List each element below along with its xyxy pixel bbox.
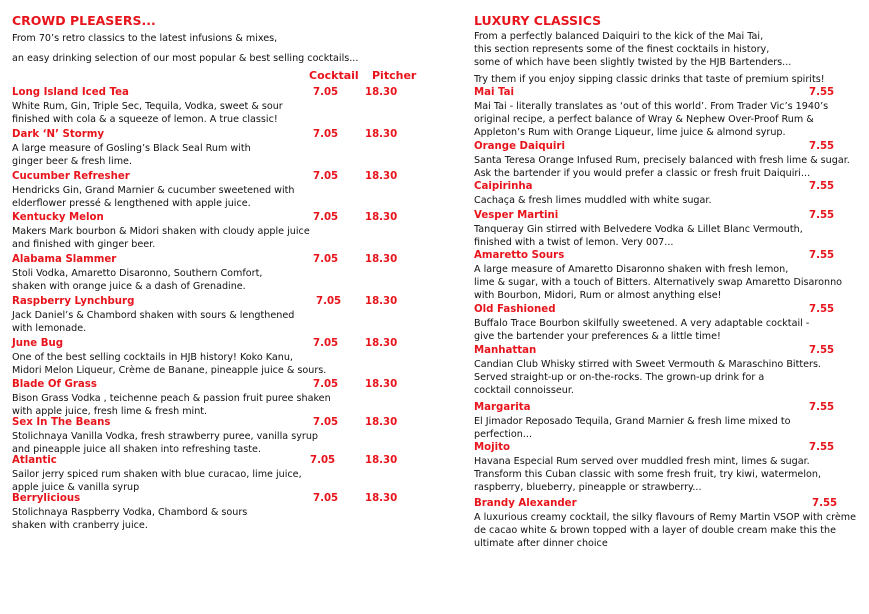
cocktail-price: 7.05 bbox=[313, 254, 339, 265]
item-name: June Bug bbox=[12, 338, 64, 349]
item-name: Brandy Alexander bbox=[474, 498, 577, 509]
item-description: Ask the bartender if you would prefer a classic or fresh fruit Daiquiri... bbox=[474, 168, 811, 179]
pitcher-price: 18.30 bbox=[365, 212, 398, 223]
cocktail-price: 7.05 bbox=[313, 87, 339, 98]
item-price: 7.55 bbox=[809, 402, 835, 413]
pitcher-price: 18.30 bbox=[365, 455, 398, 466]
item-description: and finished with ginger beer. bbox=[12, 239, 156, 250]
item-name: Vesper Martini bbox=[474, 210, 559, 221]
item-description: Served straight-up or on-the-rocks. The grown-up drink for a bbox=[474, 372, 765, 383]
item-description: A large measure of Amaretto Disaronno shaken with fresh lemon, bbox=[474, 264, 789, 275]
item-description: Tanqueray Gin stirred with Belvedere Vodka & Lillet Blanc Vermouth, bbox=[474, 224, 803, 235]
cocktail-price: 7.05 bbox=[313, 493, 339, 504]
item-price: 7.55 bbox=[809, 250, 835, 261]
item-description: elderflower pressé & lengthened with apple juice. bbox=[12, 198, 251, 209]
item-name: Caipirinha bbox=[474, 181, 533, 192]
pitcher-price: 18.30 bbox=[365, 296, 398, 307]
item-description: Makers Mark bourbon & Midori shaken with cloudy apple juice bbox=[12, 226, 310, 237]
item-description: give the bartender your preferences & a little time! bbox=[474, 331, 721, 342]
item-description: One of the best selling cocktails in HJB history! Koko Kanu, bbox=[12, 352, 293, 363]
item-description: Stolichnaya Raspberry Vodka, Chambord & sours bbox=[12, 507, 248, 518]
cocktail-price: 7.05 bbox=[313, 338, 339, 349]
item-name: Orange Daiquiri bbox=[474, 141, 565, 152]
pitcher-price: 18.30 bbox=[365, 338, 398, 349]
item-description: A large measure of Gosling’s Black Seal Rum with bbox=[12, 143, 251, 154]
item-description: Appleton’s Rum with Orange Liqueur, lime juice & almond syrup. bbox=[474, 127, 786, 138]
item-name: Amaretto Sours bbox=[474, 250, 565, 261]
item-name: Berrylicious bbox=[12, 493, 81, 504]
item-description: finished with a twist of lemon. Very 007... bbox=[474, 237, 674, 248]
item-name: Cucumber Refresher bbox=[12, 171, 130, 182]
pitcher-price: 18.30 bbox=[365, 417, 398, 428]
item-description: El Jimador Reposado Tequila, Grand Marnier & fresh lime mixed to bbox=[474, 416, 791, 427]
item-description: Mai Tai - literally translates as ‘out of this world’. From Trader Vic’s 1940’s bbox=[474, 101, 829, 112]
item-description: Jack Daniel’s & Chambord shaken with sours & lengthened bbox=[12, 310, 295, 321]
intro-line: an easy drinking selection of our most popular & best selling cocktails... bbox=[12, 53, 359, 64]
item-description: with Bourbon, Midori, Rum or almost anything else! bbox=[474, 290, 722, 301]
item-price: 7.55 bbox=[809, 304, 835, 315]
item-price: 7.55 bbox=[809, 181, 835, 192]
item-price: 7.55 bbox=[809, 141, 835, 152]
item-description: Sailor jerry spiced rum shaken with blue curacao, lime juice, bbox=[12, 469, 302, 480]
item-description: ginger beer & fresh lime. bbox=[12, 156, 133, 167]
pitcher-price: 18.30 bbox=[365, 379, 398, 390]
item-description: Buffalo Trace Bourbon skilfully sweetened. A very adaptable cocktail - bbox=[474, 318, 810, 329]
item-price: 7.55 bbox=[812, 498, 838, 509]
item-description: with apple juice, fresh lime & fresh mint. bbox=[12, 406, 208, 417]
cocktail-price: 7.05 bbox=[310, 455, 336, 466]
item-description: Stoli Vodka, Amaretto Disaronno, Southern Comfort, bbox=[12, 268, 263, 279]
item-description: Midori Melon Liqueur, Crème de Banane, pineapple juice & sours. bbox=[12, 365, 327, 376]
item-description: ultimate after dinner choice bbox=[474, 538, 608, 549]
pitcher-price: 18.30 bbox=[365, 493, 398, 504]
item-description: original recipe, a perfect balance of Wray & Nephew Over-Proof Rum & bbox=[474, 114, 814, 125]
item-name: Mai Tai bbox=[474, 87, 515, 98]
item-description: apple juice & vanilla syrup bbox=[12, 482, 140, 493]
item-name: Alabama Slammer bbox=[12, 254, 117, 265]
item-price: 7.55 bbox=[809, 442, 835, 453]
section-title: CROWD PLEASERS... bbox=[12, 13, 156, 28]
cocktail-price: 7.05 bbox=[313, 379, 339, 390]
cocktail-price: 7.05 bbox=[313, 417, 339, 428]
item-description: lime & sugar, with a touch of Bitters. Alternatively swap Amaretto Disaronno bbox=[474, 277, 843, 288]
item-name: Blade Of Grass bbox=[12, 379, 97, 390]
item-description: Santa Teresa Orange Infused Rum, precisely balanced with fresh lime & sugar. bbox=[474, 155, 850, 166]
item-description: raspberry, blueberry, pineapple or strawberry... bbox=[474, 482, 702, 493]
item-description: Hendricks Gin, Grand Marnier & cucumber sweetened with bbox=[12, 185, 295, 196]
item-price: 7.55 bbox=[809, 210, 835, 221]
cocktail-price: 7.05 bbox=[313, 129, 339, 140]
intro-line: some of which have been slightly twisted by the HJB Bartenders... bbox=[474, 57, 792, 68]
item-description: A luxurious creamy cocktail, the silky flavours of Remy Martin VSOP with crème bbox=[474, 512, 857, 523]
column-header-pitcher: Pitcher bbox=[372, 69, 417, 82]
item-description: shaken with cranberry juice. bbox=[12, 520, 148, 531]
cocktail-price: 7.05 bbox=[316, 296, 342, 307]
column-header-cocktail: Cocktail bbox=[309, 69, 359, 82]
item-description: Cachaça & fresh limes muddled with white sugar. bbox=[474, 195, 712, 206]
item-description: with lemonade. bbox=[12, 323, 87, 334]
cocktail-price: 7.05 bbox=[313, 171, 339, 182]
item-name: Mojito bbox=[474, 442, 510, 453]
item-description: and pineapple juice all shaken into refreshing taste. bbox=[12, 444, 262, 455]
item-name: Sex In The Beans bbox=[12, 417, 111, 428]
item-name: Margarita bbox=[474, 402, 531, 413]
pitcher-price: 18.30 bbox=[365, 87, 398, 98]
item-description: Bison Grass Vodka , teichenne peach & passion fruit puree shaken bbox=[12, 393, 331, 404]
item-description: White Rum, Gin, Triple Sec, Tequila, Vodka, sweet & sour bbox=[12, 101, 283, 112]
cocktail-price: 7.05 bbox=[313, 212, 339, 223]
item-description: finished with cola & a squeeze of lemon. A true classic! bbox=[12, 114, 278, 125]
section-title: LUXURY CLASSICS bbox=[474, 13, 602, 28]
item-description: de cacao white & brown topped with a layer of double cream make this the bbox=[474, 525, 836, 536]
item-name: Manhattan bbox=[474, 345, 537, 356]
item-description: cocktail connoisseur. bbox=[474, 385, 574, 396]
pitcher-price: 18.30 bbox=[365, 129, 398, 140]
intro-line: From a perfectly balanced Daiquiri to the kick of the Mai Tai, bbox=[474, 31, 764, 42]
item-description: Transform this Cuban classic with some fresh fruit, try kiwi, watermelon, bbox=[474, 469, 821, 480]
item-description: perfection... bbox=[474, 429, 533, 440]
item-name: Atlantic bbox=[12, 455, 57, 466]
pitcher-price: 18.30 bbox=[365, 254, 398, 265]
item-name: Old Fashioned bbox=[474, 304, 556, 315]
item-description: Stolichnaya Vanilla Vodka, fresh strawberry puree, vanilla syrup bbox=[12, 431, 318, 442]
pitcher-price: 18.30 bbox=[365, 171, 398, 182]
item-description: Havana Especial Rum served over muddled fresh mint, limes & sugar. bbox=[474, 456, 810, 467]
item-price: 7.55 bbox=[809, 87, 835, 98]
intro-line: this section represents some of the finest cocktails in history, bbox=[474, 44, 770, 55]
item-name: Raspberry Lynchburg bbox=[12, 296, 135, 307]
item-name: Kentucky Melon bbox=[12, 212, 104, 223]
item-description: Candian Club Whisky stirred with Sweet Vermouth & Maraschino Bitters. bbox=[474, 359, 821, 370]
item-name: Long Island Iced Tea bbox=[12, 87, 129, 98]
item-description: shaken with orange juice & a dash of Grenadine. bbox=[12, 281, 246, 292]
item-name: Dark ‘N’ Stormy bbox=[12, 129, 104, 140]
intro-line: From 70’s retro classics to the latest infusions & mixes, bbox=[12, 33, 278, 44]
item-price: 7.55 bbox=[809, 345, 835, 356]
intro-line: Try them if you enjoy sipping classic drinks that taste of premium spirits! bbox=[474, 74, 825, 85]
